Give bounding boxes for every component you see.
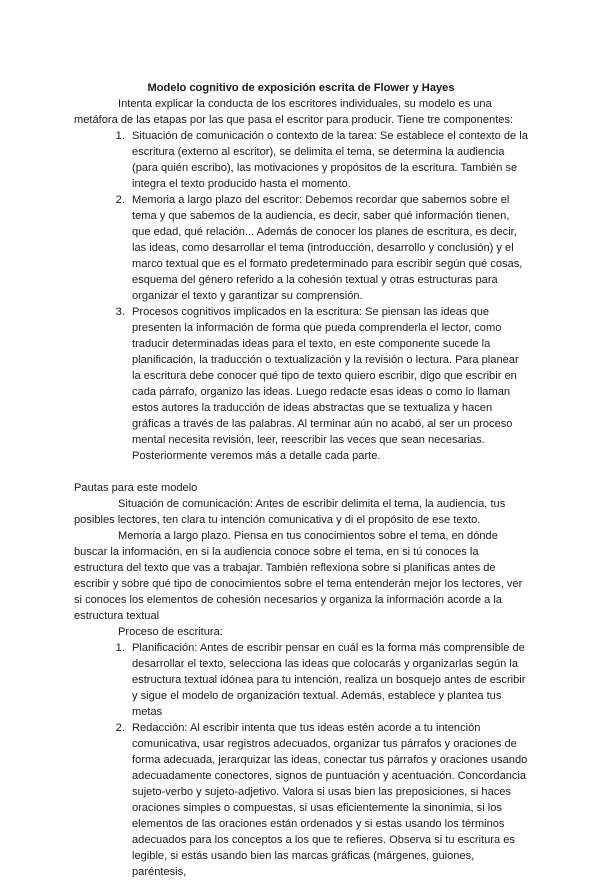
document-title: Modelo cognitivo de exposición escrita de Flower y Hayes bbox=[147, 82, 455, 94]
guidelines-heading: Pautas para este modelo bbox=[74, 482, 198, 494]
components-list bbox=[74, 128, 528, 464]
intro-paragraph: Intenta explicar la conducta de los escritores individuales, su modelo es una metáfora de las etapas por las que pasa el escritor para producir. Tiene tre componentes: bbox=[74, 98, 514, 126]
component-item-memory: 2. Memoria a largo plazo del escritor: Debemos recordar que sabemos sobre el tema y que sabemos de la audiencia, es decir, saber qué información tienen, que edad, qué relación... Además de conocer los planes de escritura, es decir, las ideas, como desarrollar el tema (introducción, desarrollo y conclusión) y el marco textual que es el formato predeterminado para escribir según qué cosas, esquema del género referido a la cohesión textual y otras estructuras para organizar el texto y garantizar su comprensión. bbox=[128, 192, 528, 304]
component-item-processes: 3. Procesos cognitivos implicados en la escritura: Se piensan las ideas que presenten la información de forma que pueda comprenderla el lector, como traducir determinadas ideas para el texto, en este componente sucede la planificación, la traducción o textualización y la revisión o lectura. Para planear la escritura debe conocer qué tipo de texto quiero escribir, digo que escribir en cada párrafo, organizo las ideas. Luego redacte esas ideas o como lo llaman estos autores la traducción de ideas abstractas que se textualiza y hacen gráficas a través de las palabras. Al terminar aún no acabó, al ser un proceso mental necesita revisión, leer, reescribir las veces que sean necesarias. Posteriormente veremos más a detalle cada parte. bbox=[128, 304, 528, 464]
guideline-memory: Memoria a largo plazo. Piensa en tus conocimientos sobre el tema, en dónde buscar la información, en si la audiencia conoce sobre el tema, en si tú conoces la estructura del texto que vas a trabajar. También reflexiona sobre si planificas antes de escribir y sobre qué tipo de conocimientos sobre el tema entenderán mejor los lectores, ver si conoces los elementos de cohesión necesarios y organiza la información acorde a la estructura textual bbox=[74, 530, 523, 622]
guideline-situation: Situación de comunicación: Antes de escribir delimita el tema, la audiencia, tus posibles lectores, ten clara tu intención comunicativa y di el propósito de ese texto. bbox=[74, 498, 506, 526]
component-item-situation: 1. Situación de comunicación o contexto de la tarea: Se establece el contexto de la escritura (externo al escritor), se delimita el tema, se determina la audiencia (para quién escribo), las motivaciones y propósitos de la escritura. También se integra el texto producido hasta el momento. bbox=[128, 128, 528, 192]
section-spacer bbox=[74, 464, 528, 480]
writing-process-heading: Proceso de escritura: bbox=[118, 626, 223, 638]
writing-step-planning: 1. Planificación: Antes de escribir pensar en cuál es la forma más comprensible de desarrollar el texto, selecciona las ideas que colocarás y organizarlas según la estructura textual idónea para tu intención, realiza un bosquejo antes de escribir y sigue el modelo de organización textual. Además, establece y plantea tus metas bbox=[128, 640, 528, 720]
writing-step-drafting: 2. Redacción: Al escribir intenta que tus ideas estén acorde a tu intención comunicativa, usar registros adecuados, organizar tus párrafos y oraciones de forma adecuada, jerarquizar las ideas, conectar tus párrafos y oraciones usando adecuadamente conectores, signos de puntuación y acentuación. Concordancia sujeto-verbo y sujeto-adjetivo. Valora si usas bien las preposiciones, si haces oraciones simples o compuestas, si usas eficientemente la sinonimia, si los elementos de las oraciones están ordenados y si estas usando los términos adecuados para los conceptos a los que te refieres. Observa si tu escritura es legible, si estás usando bien las marcas gráficas (márgenes, guiones, paréntesis, bbox=[128, 720, 528, 880]
writing-steps-list bbox=[74, 640, 528, 880]
